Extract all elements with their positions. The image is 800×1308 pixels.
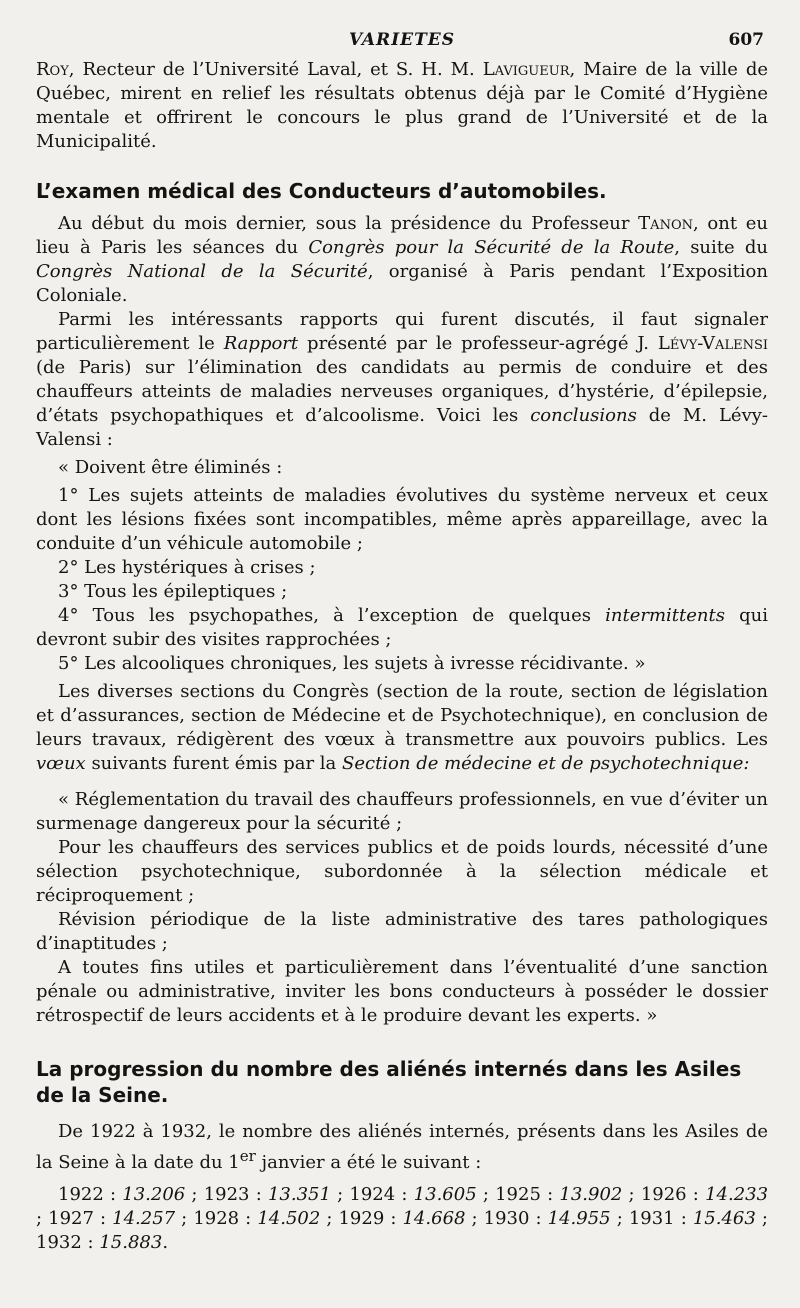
p2-italic-rapport: Rapport — [223, 333, 299, 354]
p1-italic-national: Congrès National de la Sécurité — [36, 261, 368, 282]
year-separator: : — [674, 1208, 693, 1229]
paragraph-congres — [36, 212, 768, 308]
alienes-text-a: De 1922 à 1932, le nombre des aliénés internés, présents dans les Asiles de la Seine à la date du 1 — [36, 1121, 768, 1173]
year-label: 1929 — [338, 1208, 385, 1229]
year-label: 1925 — [495, 1184, 541, 1205]
intro-text-1: , Recteur de l’Université Laval, et S. H. M. — [68, 59, 483, 80]
year-label: 1931 — [628, 1208, 675, 1229]
p2-italic-conclusions: conclusions — [530, 405, 637, 426]
quote-intro: « Doivent être éliminés : — [58, 457, 283, 478]
year-delimiter: ; — [610, 1208, 629, 1229]
year-separator: : — [395, 1184, 414, 1205]
p2-text-d: (de Paris) sur l’élimination des candidats au permis de conduire et des chauffeurs atteints de maladies nerveuses organiques, d’hystérie, d’épilepsie, d’états psychopathiques et d’alcoolisme. Voici les — [36, 357, 768, 426]
page-number: 607 — [728, 30, 764, 50]
item4-text-a: 4° Tous les psychopathes, à l’exception de quelques — [58, 605, 606, 626]
name-roy: Roy — [36, 59, 69, 80]
year-label: 1932 — [36, 1232, 82, 1253]
year-separator: : — [239, 1208, 258, 1229]
name-levy-valensi: Lévy-Valensi — [657, 333, 768, 354]
year-label: 1930 — [483, 1208, 530, 1229]
year-separator: : — [103, 1184, 123, 1205]
wish-1: « Réglementation du travail des chauffeurs professionnels, en vue d’éviter un surmenage dangereux pour la sécurité ; — [36, 789, 768, 834]
p3-text-c: suivants furent émis par la — [85, 753, 342, 774]
p1-text-b: , ont eu lieu à Paris les séances du — [36, 213, 769, 258]
p3-italic-section: Section de médecine et de psychotechnique: — [342, 753, 750, 774]
year-separator: : — [686, 1184, 706, 1205]
list-item-5: 5° Les alcooliques chroniques, les sujets à ivresse récidivante. » — [58, 653, 646, 674]
year-delimiter: ; — [476, 1184, 496, 1205]
year-separator: : — [540, 1184, 560, 1205]
paragraph-sections — [36, 680, 768, 776]
running-header — [36, 30, 768, 58]
year-value: 14.668 — [402, 1208, 466, 1229]
document-page — [36, 30, 768, 1255]
year-label: 1927 — [48, 1208, 94, 1229]
p3-text-a: Les diverses sections du Congrès (section de la route, section de législation et d’assurances, section de Médecine et de Psychotechnique), en conclusion de leurs travaux, rédigèrent des vœux à transmettre aux pouvoirs publics. Les — [36, 681, 768, 750]
intro-paragraph — [36, 58, 768, 154]
superscript-er: er — [239, 1147, 256, 1165]
year-value: 14.257 — [112, 1208, 176, 1229]
running-title: VARIETES — [349, 30, 455, 50]
year-value: 14.233 — [705, 1184, 769, 1205]
p2-text-a: Parmi les intéressants rapports qui furent discutés, il faut signaler particulièrement le — [36, 309, 768, 354]
intro-text-2: , Maire de la ville de Québec, mirent en relief les résultats obtenus déjà par le Comité d’Hygiène mentale et offrirent le concours le plus grand de l’Université et de la Municipalité. — [36, 59, 768, 152]
item4-italic: intermittents — [605, 605, 725, 626]
year-values-list — [36, 1183, 768, 1255]
year-delimiter: ; — [755, 1208, 768, 1229]
year-value: 13.605 — [413, 1184, 477, 1205]
year-separator: : — [529, 1208, 548, 1229]
year-delimiter: ; — [330, 1184, 350, 1205]
p1-text-f: , organisé à Paris pendant l’Exposition Coloniale. — [36, 261, 768, 306]
p1-text-d: , suite du — [674, 237, 768, 258]
year-delimiter: ; — [185, 1184, 204, 1205]
alienes-text-b: janvier a été le suivant : — [255, 1152, 482, 1173]
list-item-3: 3° Tous les épileptiques ; — [58, 581, 288, 602]
paragraph-alienes — [36, 1120, 768, 1175]
year-value: 15.463 — [692, 1208, 756, 1229]
year-delimiter: ; — [175, 1208, 194, 1229]
year-delimiter: ; — [320, 1208, 339, 1229]
list-item-2: 2° Les hystériques à crises ; — [58, 557, 316, 578]
year-delimiter: ; — [36, 1208, 49, 1229]
year-label: 1926 — [640, 1184, 687, 1205]
year-value: 14.955 — [547, 1208, 611, 1229]
wish-2: Pour les chauffeurs des services publics et de poids lourds, nécessité d’une sélection psychotechnique, subordonnée à la sélection médicale et réciproquement ; — [36, 837, 768, 906]
year-value: 14.502 — [257, 1208, 321, 1229]
year-label: 1923 — [203, 1184, 250, 1205]
p3-italic-voeux: vœux — [36, 753, 86, 774]
p2-text-f: de M. Lévy-Valensi : — [36, 405, 768, 450]
wish-4: A toutes fins utiles et particulièrement dans l’éventualité d’une sanction pénale ou administrative, inviter les bons conducteurs à posséder le dossier rétrospectif de leurs accidents et à le produire devant les experts. » — [36, 957, 768, 1026]
p2-text-c: présenté par le professeur-agrégé J. — [298, 333, 658, 354]
year-separator: : — [93, 1208, 113, 1229]
year-label: 1922 — [58, 1184, 104, 1205]
name-tanon: Tanon — [638, 213, 693, 234]
year-label: 1928 — [193, 1208, 240, 1229]
year-separator: : — [81, 1232, 100, 1253]
section-heading-conducteurs: L’examen médical des Conducteurs d’automobiles. — [36, 179, 607, 203]
year-value: 13.902 — [559, 1184, 623, 1205]
paragraph-rapport — [36, 308, 768, 452]
section-heading-alienes: La progression du nombre des aliénés internés dans les Asiles de la Seine. — [36, 1057, 742, 1107]
year-delimiter: ; — [465, 1208, 484, 1229]
name-lavigueur: Lavigueur — [482, 59, 570, 80]
p1-text-a: Au début du mois dernier, sous la présidence du Professeur — [58, 213, 639, 234]
year-value: 13.351 — [267, 1184, 331, 1205]
year-value: 15.883 — [99, 1232, 163, 1253]
p1-italic-congres: Congrès pour la Sécurité de la Route — [308, 237, 675, 258]
year-separator: : — [249, 1184, 268, 1205]
year-separator: : — [384, 1208, 403, 1229]
wish-3: Révision périodique de la liste administrative des tares pathologiques d’inaptitudes ; — [36, 909, 768, 954]
item4-text-c: qui devront subir des visites rapprochées ; — [36, 605, 769, 650]
year-value: 13.206 — [122, 1184, 186, 1205]
list-item-1: 1° Les sujets atteints de maladies évolutives du système nerveux et ceux dont les lésions fixées sont incompatibles, même après appareillage, avec la conduite d’un véhicule automobile ; — [36, 485, 768, 554]
year-label: 1924 — [349, 1184, 396, 1205]
year-delimiter: . — [162, 1232, 169, 1253]
year-delimiter: ; — [622, 1184, 641, 1205]
list-item-4 — [36, 604, 768, 652]
